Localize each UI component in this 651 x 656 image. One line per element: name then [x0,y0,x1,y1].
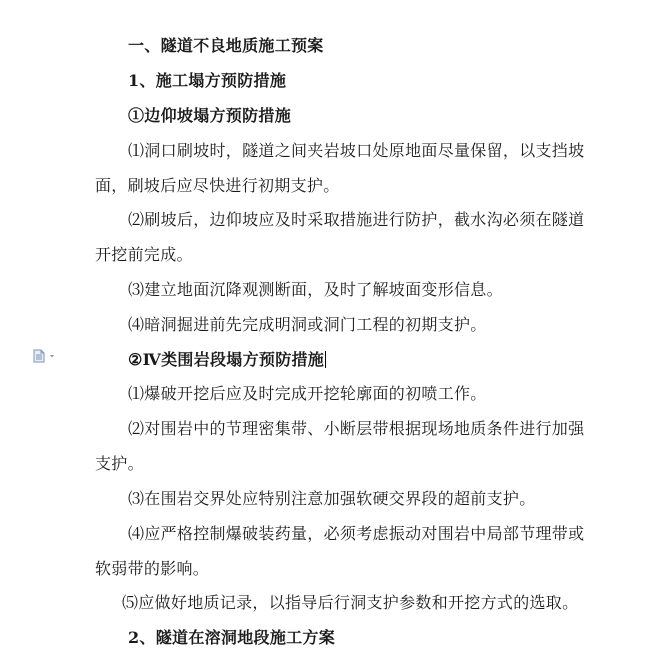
paragraph-2-line-2: 开挖前完成。 [95,245,193,264]
heading-subsection-1: 1、施工塌方预防措施 [128,71,287,90]
heading-item-b-text: ②Ⅳ类围岩段塌方预防措施 [128,350,325,369]
heading-item-b [128,350,326,370]
item-b-paragraph-4-line-2: 软弱带的影响。 [95,559,210,578]
heading-item-a: ①边仰坡塌方预防措施 [128,106,292,125]
paragraph-3: ⑶建立地面沉降观测断面，及时了解坡面变形信息。 [128,280,503,299]
item-b-paragraph-3: ⑶在围岩交界处应特别注意加强软硬交界段的超前支护。 [128,489,536,508]
item-b-paragraph-1: ⑴爆破开挖后应及时完成开挖轮廓面的初喷工作。 [128,384,487,403]
item-b-paragraph-4-line-1: ⑷应严格控制爆破装药量，必须考虑振动对围岩中局部节理带或 [128,524,585,543]
text-cursor [325,351,326,368]
item-b-paragraph-2-line-1: ⑵对围岩中的节理密集带、小断层带根据现场地质条件进行加强 [128,419,585,438]
heading-section-1: 一、隧道不良地质施工预案 [128,36,324,55]
paragraph-2-line-1: ⑵刷坡后，边仰坡应及时采取措施进行防护，截水沟必须在隧道 [128,210,585,229]
item-b-paragraph-5: ⑸应做好地质记录，以指导后行洞支护参数和开挖方式的选取。 [122,593,579,612]
item-b-paragraph-2-line-2: 支护。 [95,454,144,473]
document-options-icon[interactable] [33,348,59,362]
paragraph-4: ⑷暗洞掘进前先完成明洞或洞门工程的初期支护。 [128,315,487,334]
paragraph-1-line-2: 面，刷坡后应尽快进行初期支护。 [95,176,340,195]
paragraph-1-line-1: ⑴洞口刷坡时，隧道之间夹岩坡口处原地面尽量保留，以支挡坡 [128,141,585,160]
heading-subsection-2: 2、隧道在溶洞地段施工方案 [128,628,336,647]
